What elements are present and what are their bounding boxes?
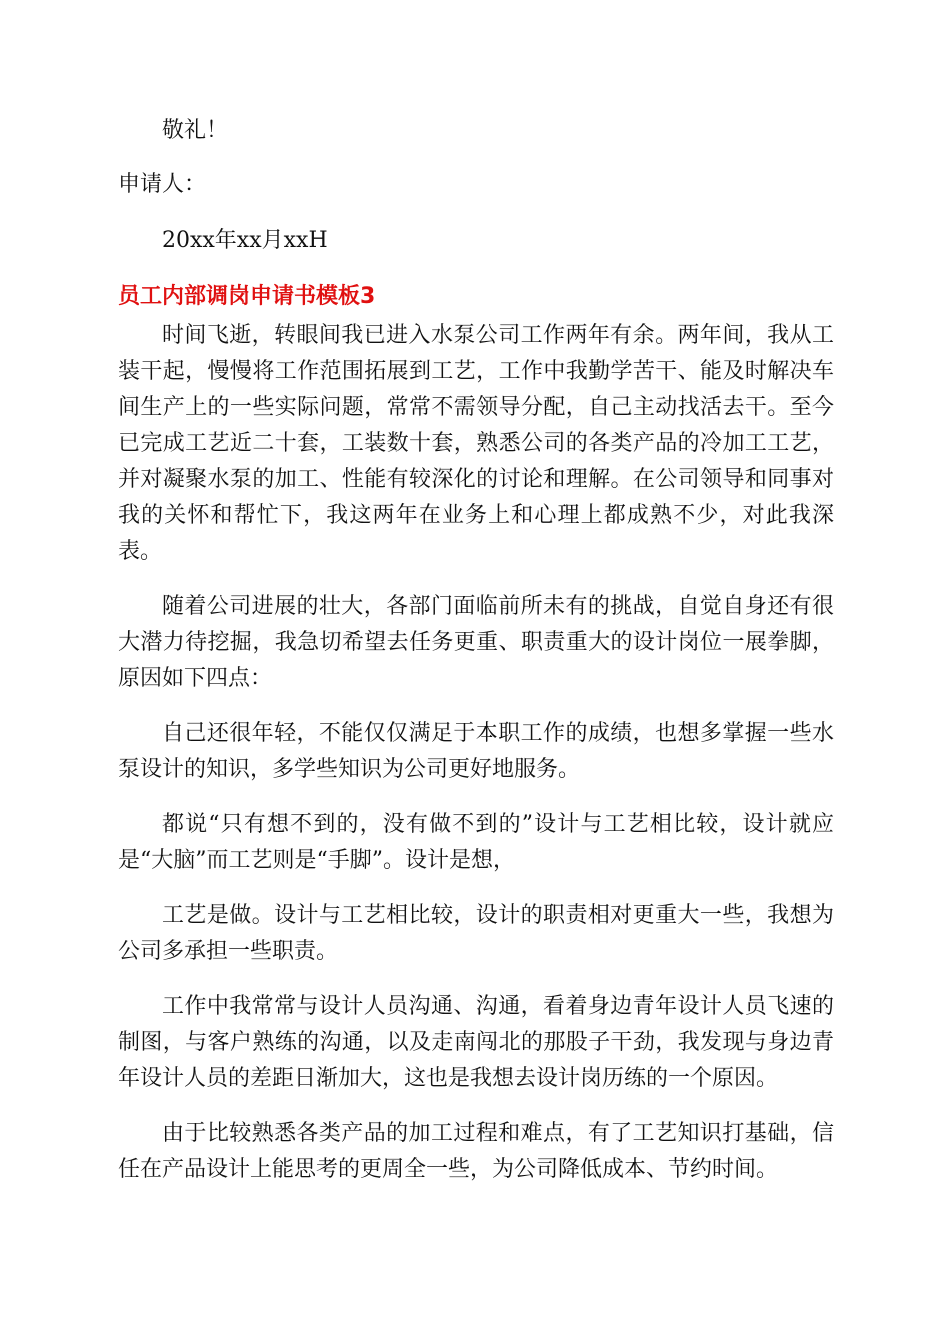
- applicant-label: 申请人：: [118, 172, 207, 197]
- paragraph-7: 由于比较熟悉各类产品的加工过程和难点，有了工艺知识打基础，信任在产品设计上能思考的更周全一些，为公司降低成本、节约时间。: [118, 1121, 834, 1182]
- closing-salutation: 敬礼！: [162, 118, 229, 143]
- paragraph-2: 随着公司进展的壮大，各部门面临前所未有的挑战，自觉自身还有很大潜力待挖掘，我急切希望去任务更重、职责重大的设计岗位一展拳脚，原因如下四点：: [118, 594, 834, 691]
- application-date: 20xx年xx月xxH: [162, 228, 328, 253]
- letter-body: [118, 318, 834, 1207]
- paragraph-5: 工艺是做。设计与工艺相比较，设计的职责相对更重大一些，我想为公司多承担一些职责。: [118, 903, 834, 964]
- paragraph-6: 工作中我常常与设计人员沟通、沟通，看着身边青年设计人员飞速的制图，与客户熟练的沟通，以及走南闯北的那股子干劲，我发现与身边青年设计人员的差距日渐加大，这也是我想去设计岗历练的一个原因。: [118, 994, 834, 1091]
- paragraph-1: 时间飞逝，转眼间我已进入水泵公司工作两年有余。两年间，我从工装干起，慢慢将工作范围拓展到工艺，工作中我勤学苦干、能及时解决车间生产上的一些实际问题，常常不需领导分配，自己主动找活去干。至今已完成工艺近二十套，工装数十套，熟悉公司的各类产品的冷加工工艺，并对凝聚水泵的加工、性能有较深化的讨论和理解。在公司领导和同事对我的关怀和帮忙下，我这两年在业务上和心理上都成熟不少，对此我深表。: [118, 323, 834, 564]
- paragraph-4: 都说“只有想不到的，没有做不到的”设计与工艺相比较，设计就应是“大脑”而工艺则是“手脚”。设计是想，: [118, 812, 834, 873]
- section-heading: 员工内部调岗申请书模板3: [118, 284, 376, 309]
- paragraph-3: 自己还很年轻，不能仅仅满足于本职工作的成绩，也想多掌握一些水泵设计的知识，多学些知识为公司更好地服务。: [118, 721, 834, 782]
